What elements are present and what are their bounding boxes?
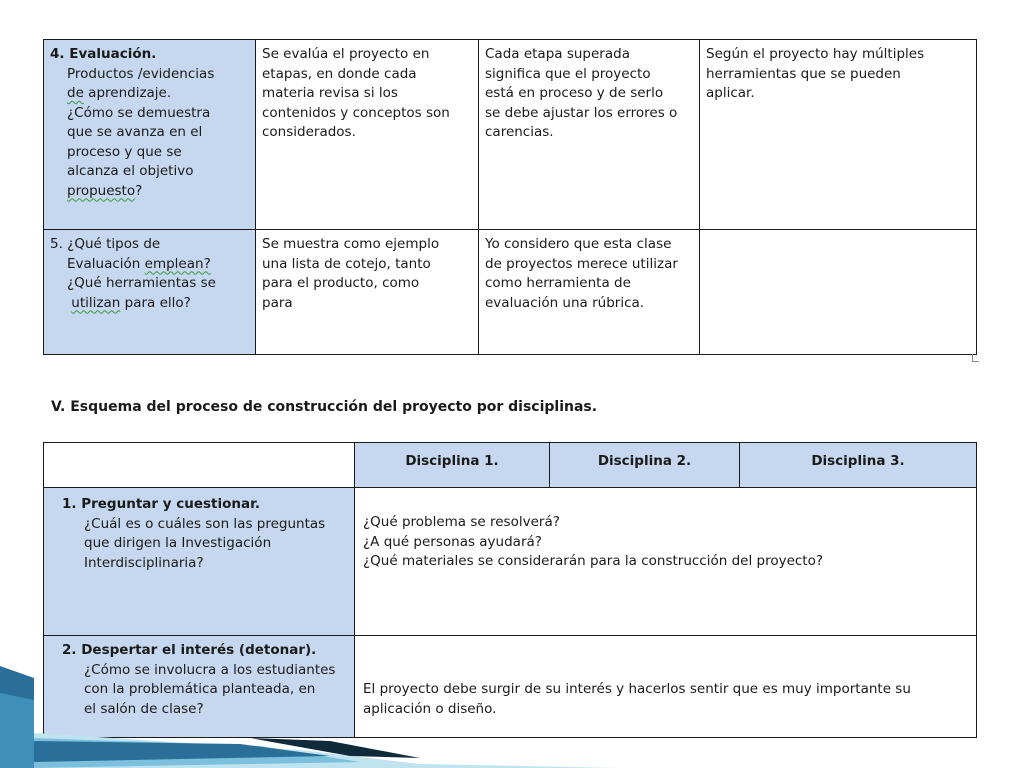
text-line: ¿Qué problema se resolverá? bbox=[363, 514, 560, 530]
text-line: ¿Cómo se involucra a los estudiantes bbox=[84, 661, 336, 678]
row4-line-5: proceso y que se bbox=[67, 143, 182, 160]
text-line: para el producto, como bbox=[262, 275, 420, 291]
table-header-row bbox=[44, 443, 977, 488]
text-line: significa que el proyecto bbox=[485, 65, 651, 82]
text-line: herramientas que se pueden bbox=[706, 65, 901, 82]
header-empty-cell bbox=[44, 443, 355, 488]
text-line: carencias. bbox=[485, 124, 554, 140]
step2-content bbox=[355, 636, 977, 738]
text-line: considerados. bbox=[262, 124, 356, 140]
text-line: de proyectos merece utilizar bbox=[485, 255, 678, 272]
row5-line-3: utilizan para ello? bbox=[71, 294, 191, 311]
row4-line-6: alcanza el objetivo bbox=[67, 163, 194, 179]
step2-heading: 2. Despertar el interés (detonar). bbox=[62, 642, 317, 658]
text-line: aplicación o diseño. bbox=[363, 700, 497, 717]
text-line: se debe ajustar los errores o bbox=[485, 104, 678, 121]
header-disciplina-2: Disciplina 2. bbox=[550, 443, 740, 488]
row4-col1 bbox=[256, 40, 479, 230]
text-line: que dirigen la Investigación bbox=[84, 535, 272, 551]
text-line: etapas, en donde cada bbox=[262, 65, 417, 82]
text-line: ¿A qué personas ayudará? bbox=[363, 533, 542, 550]
step1-content bbox=[355, 488, 977, 636]
table-row bbox=[44, 230, 977, 355]
row4-line-4: que se avanza en el bbox=[67, 124, 203, 140]
table-row bbox=[44, 40, 977, 230]
step2-heading-cell bbox=[44, 636, 355, 738]
text-line: el salón de clase? bbox=[84, 700, 204, 717]
header-disciplina-3: Disciplina 3. bbox=[740, 443, 977, 488]
row5-line-1: Evaluación emplean? bbox=[67, 255, 211, 272]
row4-line-2: de aprendizaje. bbox=[67, 85, 172, 101]
text-line: Interdisciplinaria? bbox=[84, 554, 204, 571]
row4-heading-cell bbox=[44, 40, 256, 230]
paragraph-anchor-mark bbox=[972, 354, 979, 362]
text-line: contenidos y conceptos son bbox=[262, 104, 450, 121]
row4-line-3: ¿Cómo se demuestra bbox=[67, 104, 211, 121]
row5-heading-cell bbox=[44, 230, 256, 355]
table-row bbox=[44, 488, 977, 636]
text-line: El proyecto debe surgir de su interés y hacerlos sentir que es muy importante su bbox=[363, 681, 911, 697]
row5-col2 bbox=[479, 230, 700, 355]
row5-heading: 5. ¿Qué tipos de bbox=[50, 236, 161, 252]
text-line: aplicar. bbox=[706, 85, 755, 101]
text-line: está en proceso y de serlo bbox=[485, 85, 664, 101]
row5-line-2: ¿Qué herramientas se bbox=[67, 275, 216, 291]
row4-line-1: Productos /evidencias bbox=[67, 65, 215, 82]
header-disciplina-1: Disciplina 1. bbox=[355, 443, 550, 488]
text-line: como herramienta de bbox=[485, 275, 631, 291]
row5-col3 bbox=[700, 230, 977, 355]
step1-heading: 1. Preguntar y cuestionar. bbox=[62, 496, 260, 512]
text-line: Según el proyecto hay múltiples bbox=[706, 46, 925, 62]
section-title: V. Esquema del proceso de construcción del proyecto por disciplinas. bbox=[51, 399, 598, 415]
table-row bbox=[44, 636, 977, 738]
text-line: materia revisa si los bbox=[262, 85, 398, 101]
text-line: para bbox=[262, 294, 293, 311]
text-line: Cada etapa superada bbox=[485, 46, 630, 62]
row4-line-7: propuesto? bbox=[67, 182, 143, 199]
text-line: Se muestra como ejemplo bbox=[262, 236, 440, 252]
text-line: Yo considero que esta clase bbox=[485, 236, 672, 252]
text-line: ¿Qué materiales se considerarán para la construcción del proyecto? bbox=[363, 553, 824, 569]
disciplines-table bbox=[43, 442, 977, 738]
evaluation-table bbox=[43, 39, 977, 355]
row4-col3 bbox=[700, 40, 977, 230]
row4-heading: 4. Evaluación. bbox=[50, 46, 157, 62]
text-line: Se evalúa el proyecto en bbox=[262, 46, 430, 62]
text-line: ¿Cuál es o cuáles son las preguntas bbox=[84, 515, 326, 532]
row4-col2 bbox=[479, 40, 700, 230]
text-line: con la problemática planteada, en bbox=[84, 681, 316, 697]
step1-heading-cell bbox=[44, 488, 355, 636]
row5-col1 bbox=[256, 230, 479, 355]
text-line: evaluación una rúbrica. bbox=[485, 294, 645, 311]
text-line: una lista de cotejo, tanto bbox=[262, 255, 431, 272]
